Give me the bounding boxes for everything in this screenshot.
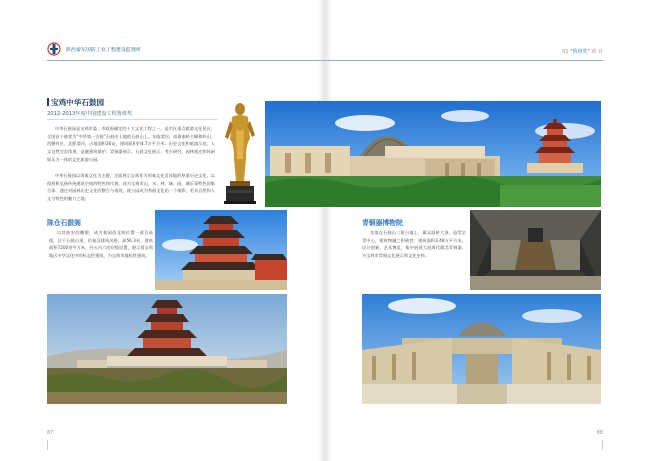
footer-rule-left	[47, 440, 48, 450]
feature-title-text: 宝鸡中华石鼓园	[51, 98, 105, 107]
feature-paragraph-1: 中华石鼓园是宝鸡市委、市政府确定的十大文化工程之一，是市区重点旅游文化景区，全国首个被誉为“中华第一古鼓”石鼓出土地的石鼓山上。东临渭河，南靠秦岭主峰和岭山，西侧有区、北距渭河，占地面积26亩，建筑面积约4.7万平方米；历史文化和旅游示范，人文自然完美体现，是融建筑保护、青铜器展示、石鼓文化展示、考古研究、园林观光和休闲娱乐为一体的文化旅游公园。	[47, 126, 215, 162]
section-tag	[562, 48, 603, 55]
chencang-drum-tower-photo	[155, 210, 287, 290]
feature-title	[47, 97, 104, 108]
drum-tower-distant-view-photo	[47, 294, 287, 404]
section-tag-suffix: 项 目	[591, 49, 603, 55]
page-gutter	[318, 0, 332, 461]
org-logo-icon	[47, 41, 61, 57]
title-divider	[47, 119, 217, 120]
chencang-section-title: 陈仓石鼓阁	[47, 219, 81, 227]
bronze-museum-description: 坐落在石鼓山二阶台地上，属双高桥大顶，造型呈青中心，建筑物融之积极性；建筑面积3.48万平方米，设计创新，艺术博览，集中展现大批周代精美青铜器，为宝鸡市青铜文化展示和文化史料。	[362, 230, 466, 259]
section-tag-prefix: 01	[562, 49, 569, 55]
org-name: 陕西秦军国防工业工程建设监理所	[66, 48, 141, 53]
feature-subtitle: 2012-2013年度中国建设工程鲁班奖	[47, 111, 133, 117]
luban-award-trophy-photo	[222, 99, 258, 207]
title-marker	[47, 98, 49, 106]
bronze-museum-section-title: 青铜器博物院	[362, 219, 403, 227]
bronze-museum-interior-photo	[470, 210, 601, 290]
page-number-right: 88	[596, 430, 603, 436]
shigu-park-panorama-photo	[265, 101, 601, 207]
bronze-museum-exterior-photo	[362, 294, 601, 404]
chencang-description: 以其恢宏的雕塑，成为秦园西北线位置一道百高线，位于石鼓山顶，仿秦汉建筑风格，高56.3米，建筑面积7200余平方米，外五内六的层级设置，堪示着宝鸡地区中华文化中的标志性建筑，为宝鸡市地标性建筑。	[49, 230, 153, 259]
section-tag-highlight: "鲁班奖"	[570, 49, 590, 55]
page-number-left: 87	[47, 430, 54, 436]
footer-rule-right	[602, 440, 603, 450]
header-divider	[47, 60, 603, 61]
feature-paragraph-2: 中华石鼓园以周秦文化为主题，全面展示宝鸡作为周秦文化发祥地的厚重历史文化，以保持和弘扬传统建筑空间的特色和风貌，成为宝鸡市山、水、林、城、园、城乐事特色的集合体，通过对园林历史文化的整合与再现，使公园成为秀丽文化的一个缩影，更具自然和人文与特色的魅力之地。	[47, 173, 215, 202]
